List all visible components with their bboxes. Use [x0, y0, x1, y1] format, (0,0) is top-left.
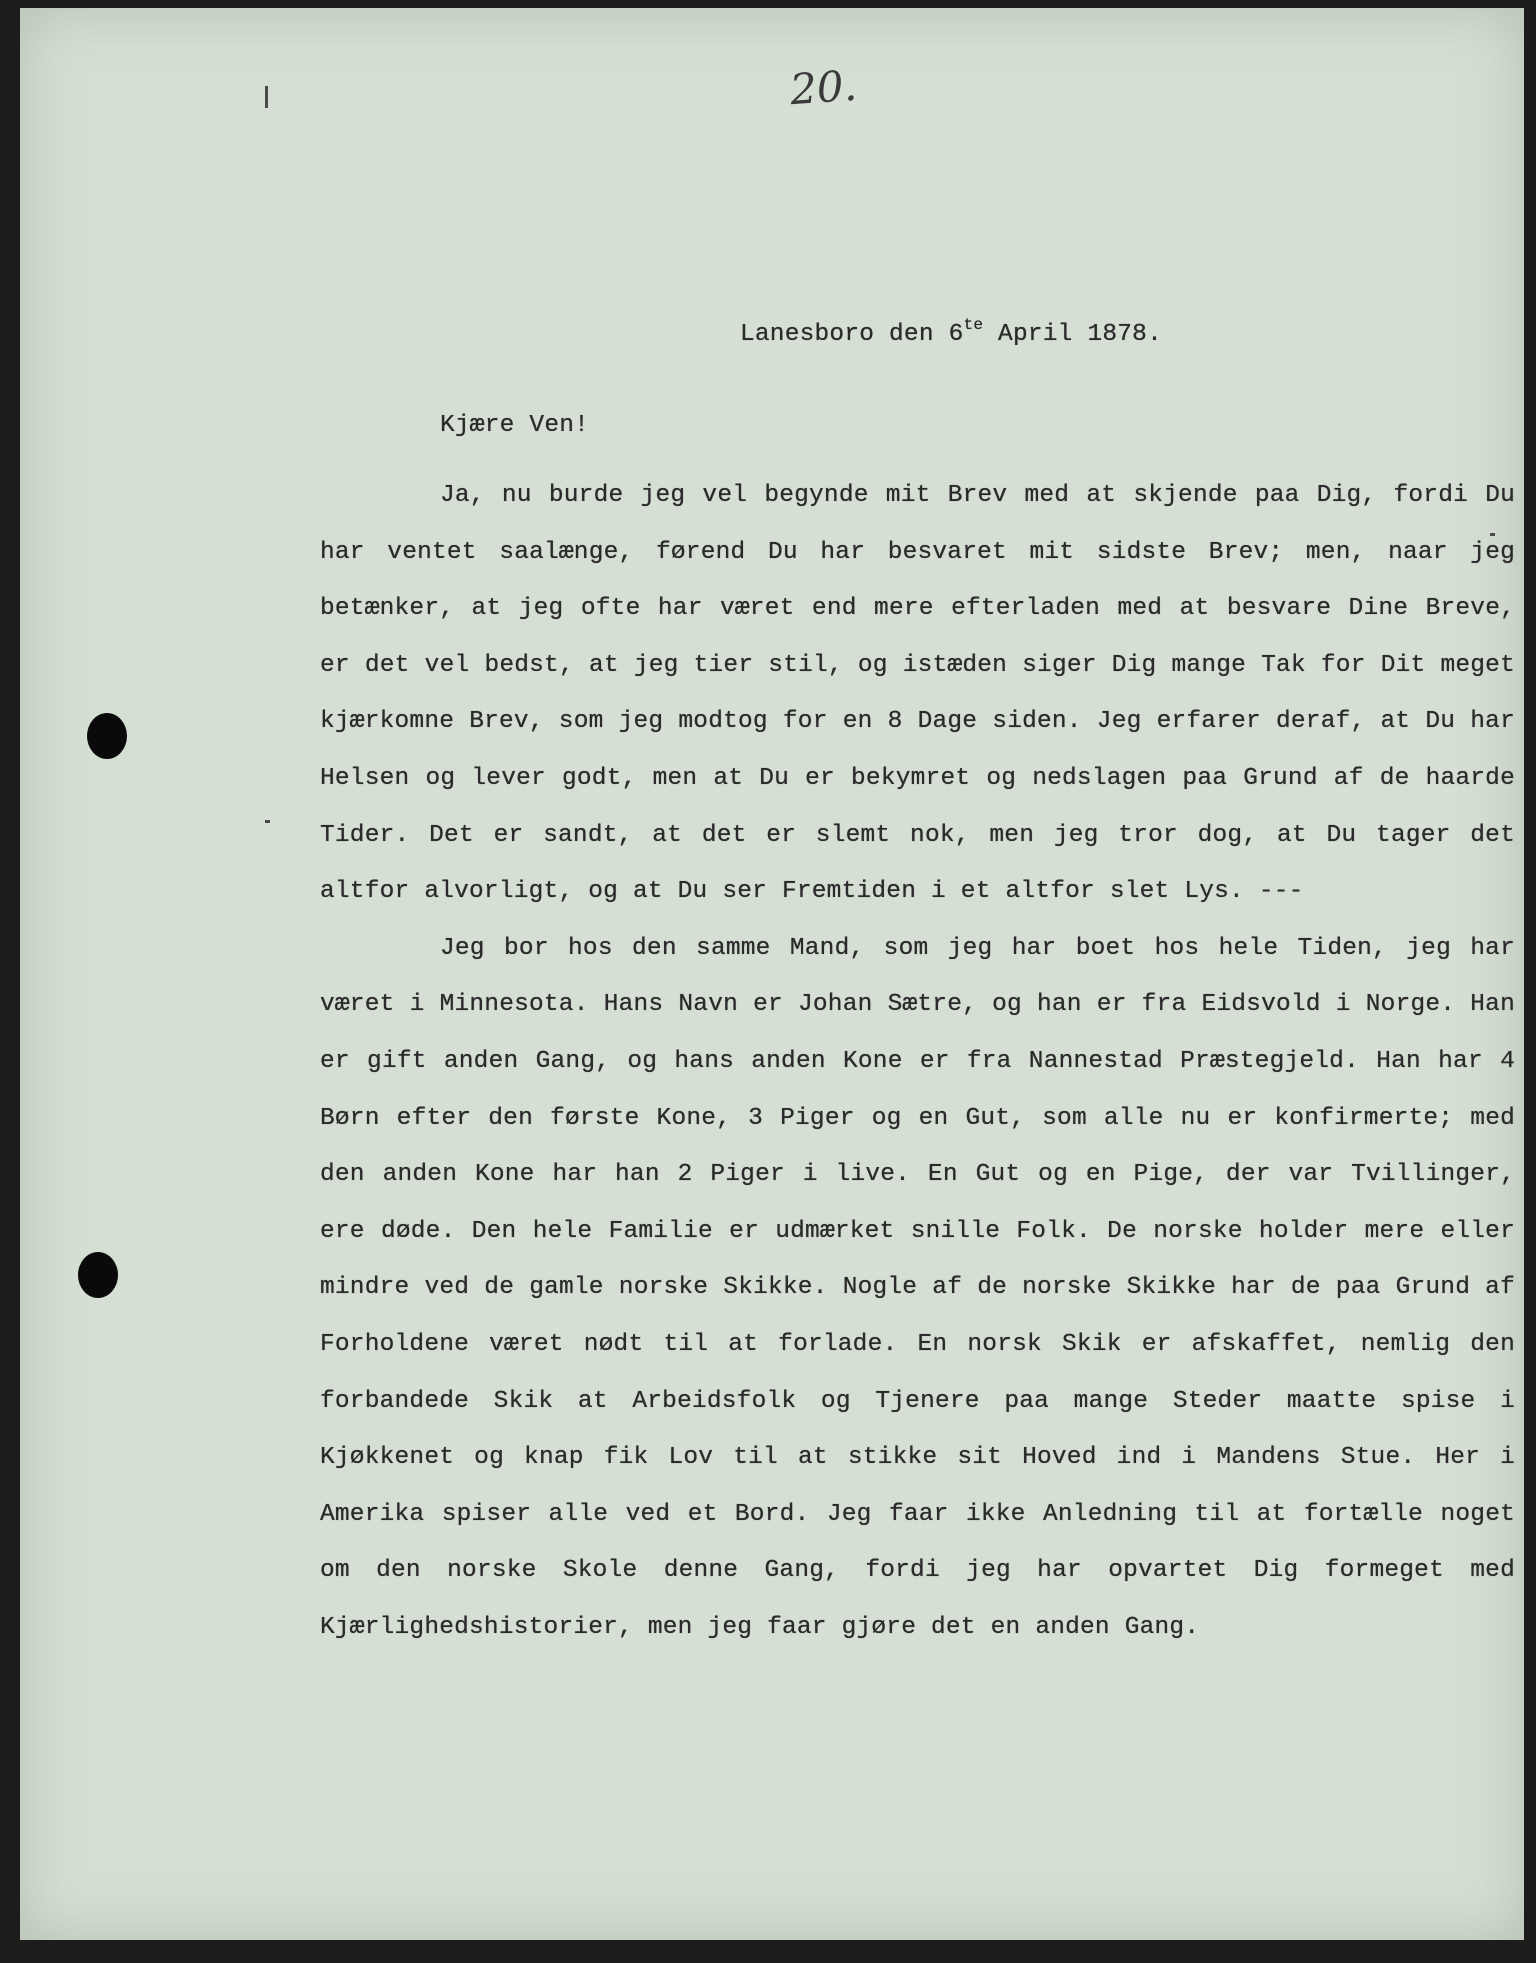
punch-hole	[87, 713, 127, 759]
punch-hole	[78, 1252, 118, 1298]
margin-mark	[265, 820, 270, 823]
dateline-month-year: April 1878.	[983, 321, 1162, 348]
letter-dateline	[740, 316, 1162, 348]
margin-mark	[265, 86, 268, 108]
dateline-ordinal-suffix: te	[963, 316, 984, 334]
document-page	[20, 8, 1524, 1940]
letter-salutation: Kjære Ven!	[440, 412, 590, 439]
page-number: 20.	[788, 60, 859, 115]
letter-paragraph: Jeg bor hos den samme Mand, som jeg har boet hos hele Tiden, jeg har været i Minnesota. Hans Navn er Johan Sætre, og han er fra Eidsvold i Norge. Han er gift anden Gang, og hans anden Kone er fra Nannestad Præstegjeld. Han har 4 Børn efter den første Kone, 3 Piger og en Gut, som alle nu er konfirmerte; med den anden Kone har han 2 Piger i live. En Gut og en Pige, der var Tvillinger, ere døde. Den hele Familie er udmærket snille Folk. De norske holder mere eller mindre ved de gamle norske Skikke. Nogle af de norske Skikke har de paa Grund af Forholdene været nødt til at forlade. En norsk Skik er afskaffet, nemlig den forbandede Skik at Arbeidsfolk og Tjenere paa mange Steder maatte spise i Kjøkkenet og knap fik Lov til at stikke sit Hoved ind i Mandens Stue. Her i Amerika spiser alle ved et Bord. Jeg faar ikke Anledning til at fortælle noget om den norske Skole denne Gang, fordi jeg har opvartet Dig formeget med Kjærlighedshistorier, men jeg faar gjøre det en anden Gang.	[320, 934, 1515, 1641]
letter-body	[320, 468, 1515, 1656]
dateline-place-day: Lanesboro den 6	[740, 321, 964, 348]
letter-paragraph: Ja, nu burde jeg vel begynde mit Brev med at skjende paa Dig, fordi Du har ventet saalænge, førend Du har besvaret mit sidste Brev; men, naar jeg betænker, at jeg ofte har været end mere efterladen med at besvare Dine Breve, er det vel bedst, at jeg tier stil, og istæden siger Dig mange Tak for Dit meget kjærkomne Brev, som jeg modtog for en 8 Dage siden. Jeg erfarer deraf, at Du har Helsen og lever godt, men at Du er bekymret og nedslagen paa Grund af de haarde Tider. Det er sandt, at det er slemt nok, men jeg tror dog, at Du tager det altfor alvorligt, og at Du ser Fremtiden i et altfor slet Lys. ---	[320, 482, 1515, 906]
